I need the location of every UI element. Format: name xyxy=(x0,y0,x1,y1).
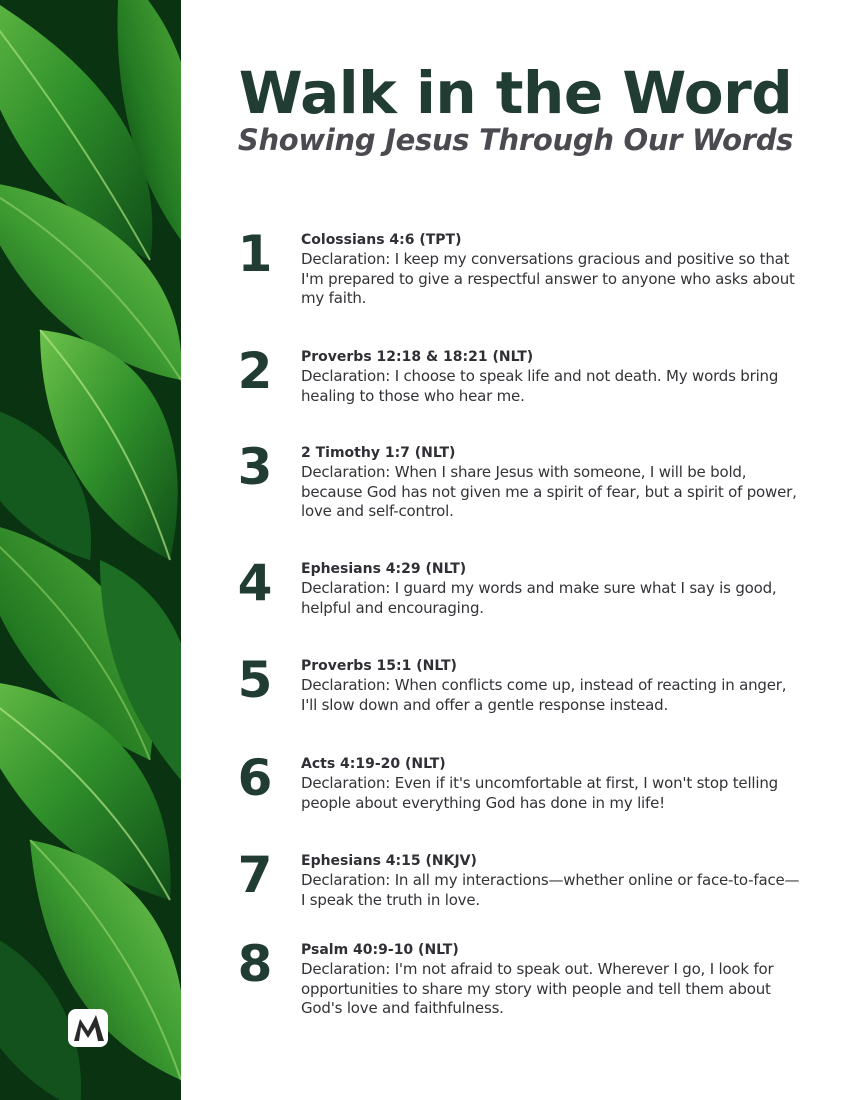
declaration-text: Declaration: I guard my words and make sure what I say is good, helpful and encouraging. xyxy=(301,579,777,617)
item-number: 3 xyxy=(237,438,273,496)
content-area xyxy=(181,0,850,1100)
declaration-text: Declaration: Even if it's uncomfortable at first, I won't stop telling people about everything God has done in my life! xyxy=(301,774,778,812)
scripture-reference: Colossians 4:6 (TPT) xyxy=(301,232,462,248)
scripture-reference: Psalm 40:9-10 (NLT) xyxy=(301,942,459,958)
declaration-text: Declaration: When I share Jesus with someone, I will be bold, because God has not given me a spirit of fear, but a spirit of power, love and self-control. xyxy=(301,463,797,520)
declaration-text: Declaration: In all my interactions—whether online or face-to-face—I speak the truth in love. xyxy=(301,871,800,909)
page-title: Walk in the Word xyxy=(238,59,793,127)
item-number: 7 xyxy=(237,846,273,904)
page-subtitle: Showing Jesus Through Our Words xyxy=(237,123,794,157)
declaration-text: Declaration: I'm not afraid to speak out. Wherever I go, I look for opportunities to share my story with people and tell them about God's love and faithfulness. xyxy=(301,960,774,1017)
declaration-text: Declaration: I choose to speak life and not death. My words bring healing to those who hear me. xyxy=(301,367,779,405)
item-number: 2 xyxy=(237,342,273,400)
scripture-reference: Proverbs 15:1 (NLT) xyxy=(301,658,457,674)
scripture-reference: Ephesians 4:29 (NLT) xyxy=(301,561,467,577)
declaration-text: Declaration: When conflicts come up, instead of reacting in anger, I'll slow down and offer a gentle response instead. xyxy=(301,676,787,714)
item-number: 4 xyxy=(237,554,273,612)
scripture-reference: Acts 4:19-20 (NLT) xyxy=(301,756,446,772)
item-number: 6 xyxy=(237,749,273,807)
church-logo-icon xyxy=(66,1005,112,1051)
item-number: 8 xyxy=(237,935,273,993)
scripture-reference: 2 Timothy 1:7 (NLT) xyxy=(301,445,456,461)
scripture-reference: Ephesians 4:15 (NKJV) xyxy=(301,853,477,869)
item-number: 1 xyxy=(237,225,273,283)
scripture-reference: Proverbs 12:18 & 18:21 (NLT) xyxy=(301,349,534,365)
green-leaves-image xyxy=(0,0,181,1100)
item-number: 5 xyxy=(237,651,273,709)
declaration-text: Declaration: I keep my conversations gracious and positive so that I'm prepared to give a respectful answer to anyone who asks about my faith. xyxy=(301,250,795,307)
